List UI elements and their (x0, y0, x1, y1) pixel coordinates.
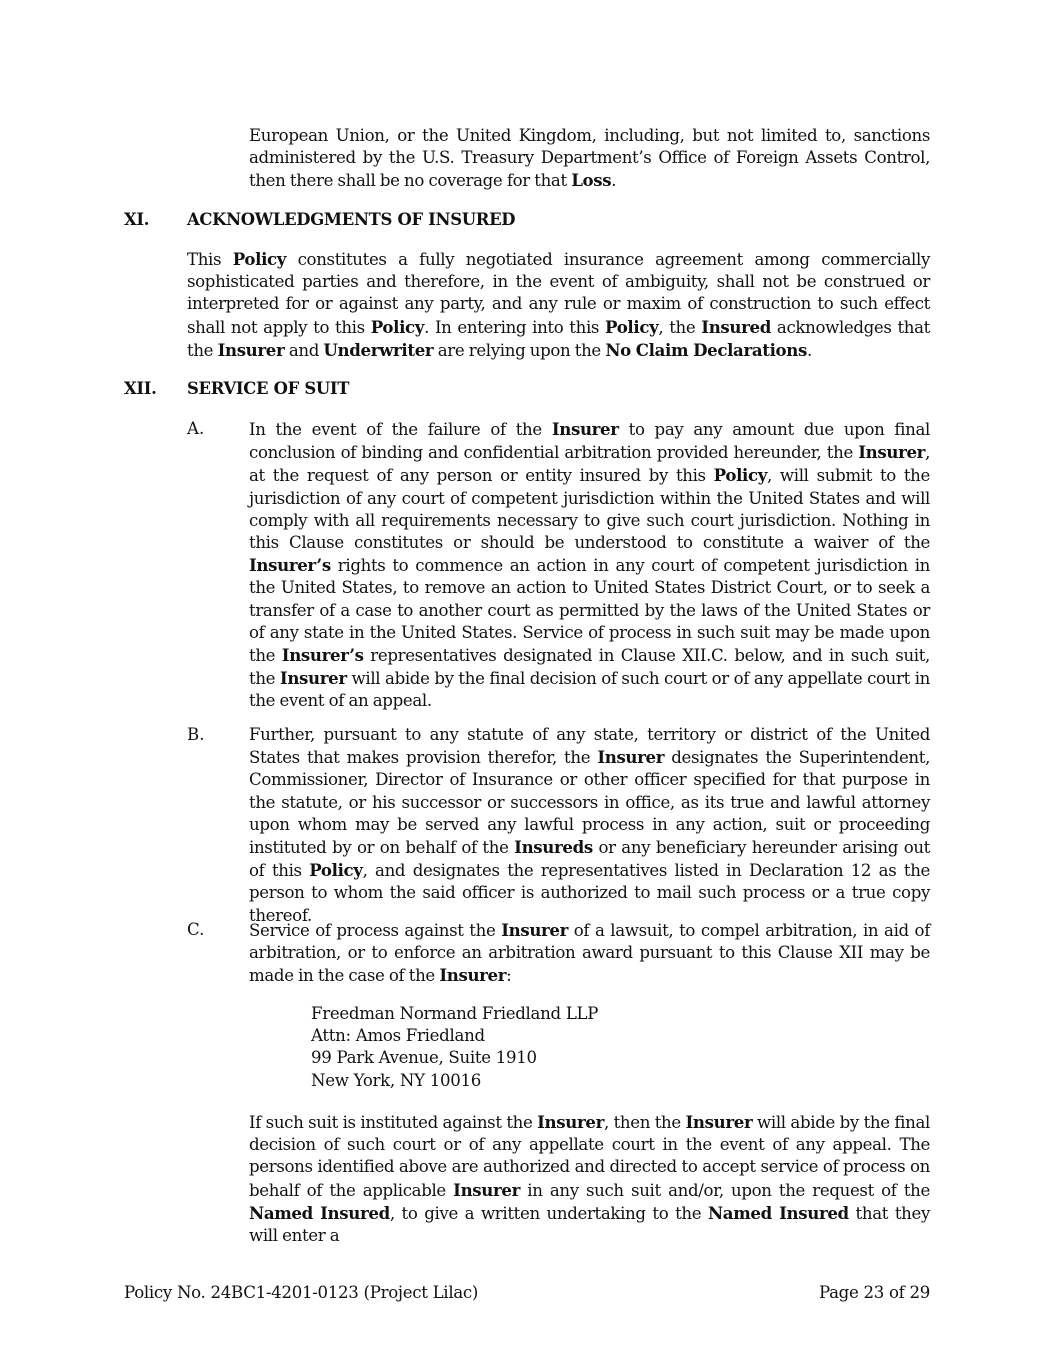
defined-term: Underwriter (323, 339, 434, 360)
text-run: acknowledges that the (187, 317, 930, 360)
text-run: of a lawsuit, to compel arbitration, in aid of arbitration, or to enforce an arbitration award pursuant to this Clause XII may be made in the case of the (249, 921, 930, 986)
intro-paragraph (249, 125, 930, 193)
item-c-paragraph (249, 919, 930, 988)
address-attn: Attn: Amos Friedland (311, 1026, 485, 1046)
item-c-marker: C. (187, 920, 205, 939)
text-run: : (506, 966, 512, 986)
defined-term: Insurer (551, 419, 619, 439)
defined-term: Policy (605, 316, 659, 337)
section-xii-number: XII. (124, 379, 157, 398)
footer-policy-number: Policy No. 24BC1-4201-0123 (Project Lilac) (124, 1283, 479, 1302)
text-run: If such suit is instituted against the (249, 1113, 538, 1132)
item-b-marker: B. (187, 725, 205, 744)
text-run: , at the request of any person or entity insured by this (249, 443, 930, 486)
defined-term: Policy (232, 249, 287, 269)
text-run: . In entering into this (424, 317, 606, 337)
defined-term: Insurer (597, 747, 665, 768)
text-run: Service of process against the (249, 921, 502, 940)
text-run: , the (658, 317, 702, 337)
defined-term: Policy (309, 860, 363, 881)
text-run: designates the Superintendent, Commissioner, Director of Insurance or other officer specified for that purpose in the statute, or his successor or successors in office, as its true and lawful attorney upon whom may be served any lawful process in any action, suit or proceeding instituted by or on behalf of the (249, 748, 931, 858)
item-a-marker: A. (187, 419, 205, 438)
text-run: This (187, 250, 233, 269)
section-xi-title: ACKNOWLEDGMENTS OF INSURED (187, 210, 516, 229)
text-run: Further, pursuant to any statute of any state, territory or district of the United States that makes provision therefor, the (249, 725, 930, 768)
section-xi-paragraph (187, 248, 930, 362)
defined-term: Insurer (217, 339, 285, 360)
text-run: and (284, 340, 324, 360)
defined-term: Insurer (501, 920, 569, 940)
text-run: or any beneficiary hereunder arising out of this (249, 838, 930, 881)
text-run: representatives designated in Clause XII.C. below, and in such suit, the (249, 646, 930, 689)
defined-term: Policy (713, 465, 768, 486)
text-run: that they will enter a (249, 1203, 930, 1246)
address-firm: Freedman Normand Friedland LLP (311, 1004, 599, 1023)
footer-page-number: Page 23 of 29 (818, 1283, 930, 1302)
text-run: In the event of the failure of the (249, 420, 552, 439)
defined-term: Insured (701, 316, 771, 337)
text-run: , then the (603, 1113, 686, 1132)
defined-term: Named Insured (707, 1202, 849, 1223)
defined-term: Insurer’s (281, 645, 364, 666)
defined-term: Insurer (279, 668, 347, 689)
defined-term: Named Insured (249, 1202, 390, 1223)
address-street: 99 Park Avenue, Suite 1910 (311, 1048, 537, 1068)
text-run: to pay any amount due upon final conclusion of binding and confidential arbitration provided hereunder, the (249, 420, 930, 463)
defined-term: Insurer (439, 965, 507, 986)
text-run: . (806, 340, 812, 360)
text-run: , and designates the representatives listed in Declaration 12 as the person to whom the said officer is authorized to mail such process or a true copy thereof. (249, 861, 931, 925)
text-run: , to give a written undertaking to the (389, 1203, 708, 1223)
text-run: will abide by the final decision of such court or of any appellate court in the event of an appeal. (249, 669, 930, 711)
defined-term: Policy (370, 316, 425, 337)
defined-term: Insurer (858, 442, 926, 463)
defined-term: Insurer (453, 1179, 520, 1200)
defined-term: Loss (571, 170, 612, 191)
text-run: , will submit to the jurisdiction of any court of competent jurisdiction within the United States and will comply with all requirements necessary to give such court jurisdiction. Nothing in this Clause constitutes or should be understood to constitute a waiver of the (249, 466, 930, 553)
item-a-paragraph (249, 418, 930, 713)
service-address-block (311, 1003, 598, 1092)
item-b-paragraph (249, 724, 930, 927)
defined-term: Insurer (685, 1112, 753, 1132)
address-city: New York, NY 10016 (311, 1070, 481, 1090)
text-run: European Union, or the United Kingdom, including, but not limited to, sanctions administered by the U.S. Treasury Department’s Office of Foreign Assets Control, then there shall be no coverage for that (249, 126, 930, 191)
text-run: constitutes a fully negotiated insurance agreement among commercially sophisticated parties and therefore, in the event of ambiguity, shall not be construed or interpreted for or against any party, and any rule or maxim of construction to such effect shall not apply to this (187, 250, 930, 337)
text-run: . (611, 171, 617, 191)
defined-term: Insurer’s (249, 555, 331, 576)
defined-term: Insureds (514, 837, 593, 858)
text-run: rights to commence an action in any court of competent jurisdiction in the United States, to remove an action to United States District Court, or to seek a transfer of a case to another court as permitted by the laws of the United States or of any state in the United States. Service of process in such suit may be made upon the (249, 556, 930, 666)
section-xii-title: SERVICE OF SUIT (187, 379, 350, 398)
defined-term: Insurer (537, 1112, 604, 1132)
section-xi-number: XI. (124, 210, 150, 229)
text-run: will abide by the final decision of such court or of any appellate court in the event of any appeal. The persons identified above are authorized and directed to accept service of process on behalf of the applicable (249, 1113, 930, 1200)
item-c-followup-paragraph (249, 1111, 930, 1247)
defined-term: No Claim Declarations (605, 339, 807, 360)
text-run: in any such suit and/or, upon the request of the (520, 1180, 930, 1200)
text-run: are relying upon the (433, 340, 606, 360)
